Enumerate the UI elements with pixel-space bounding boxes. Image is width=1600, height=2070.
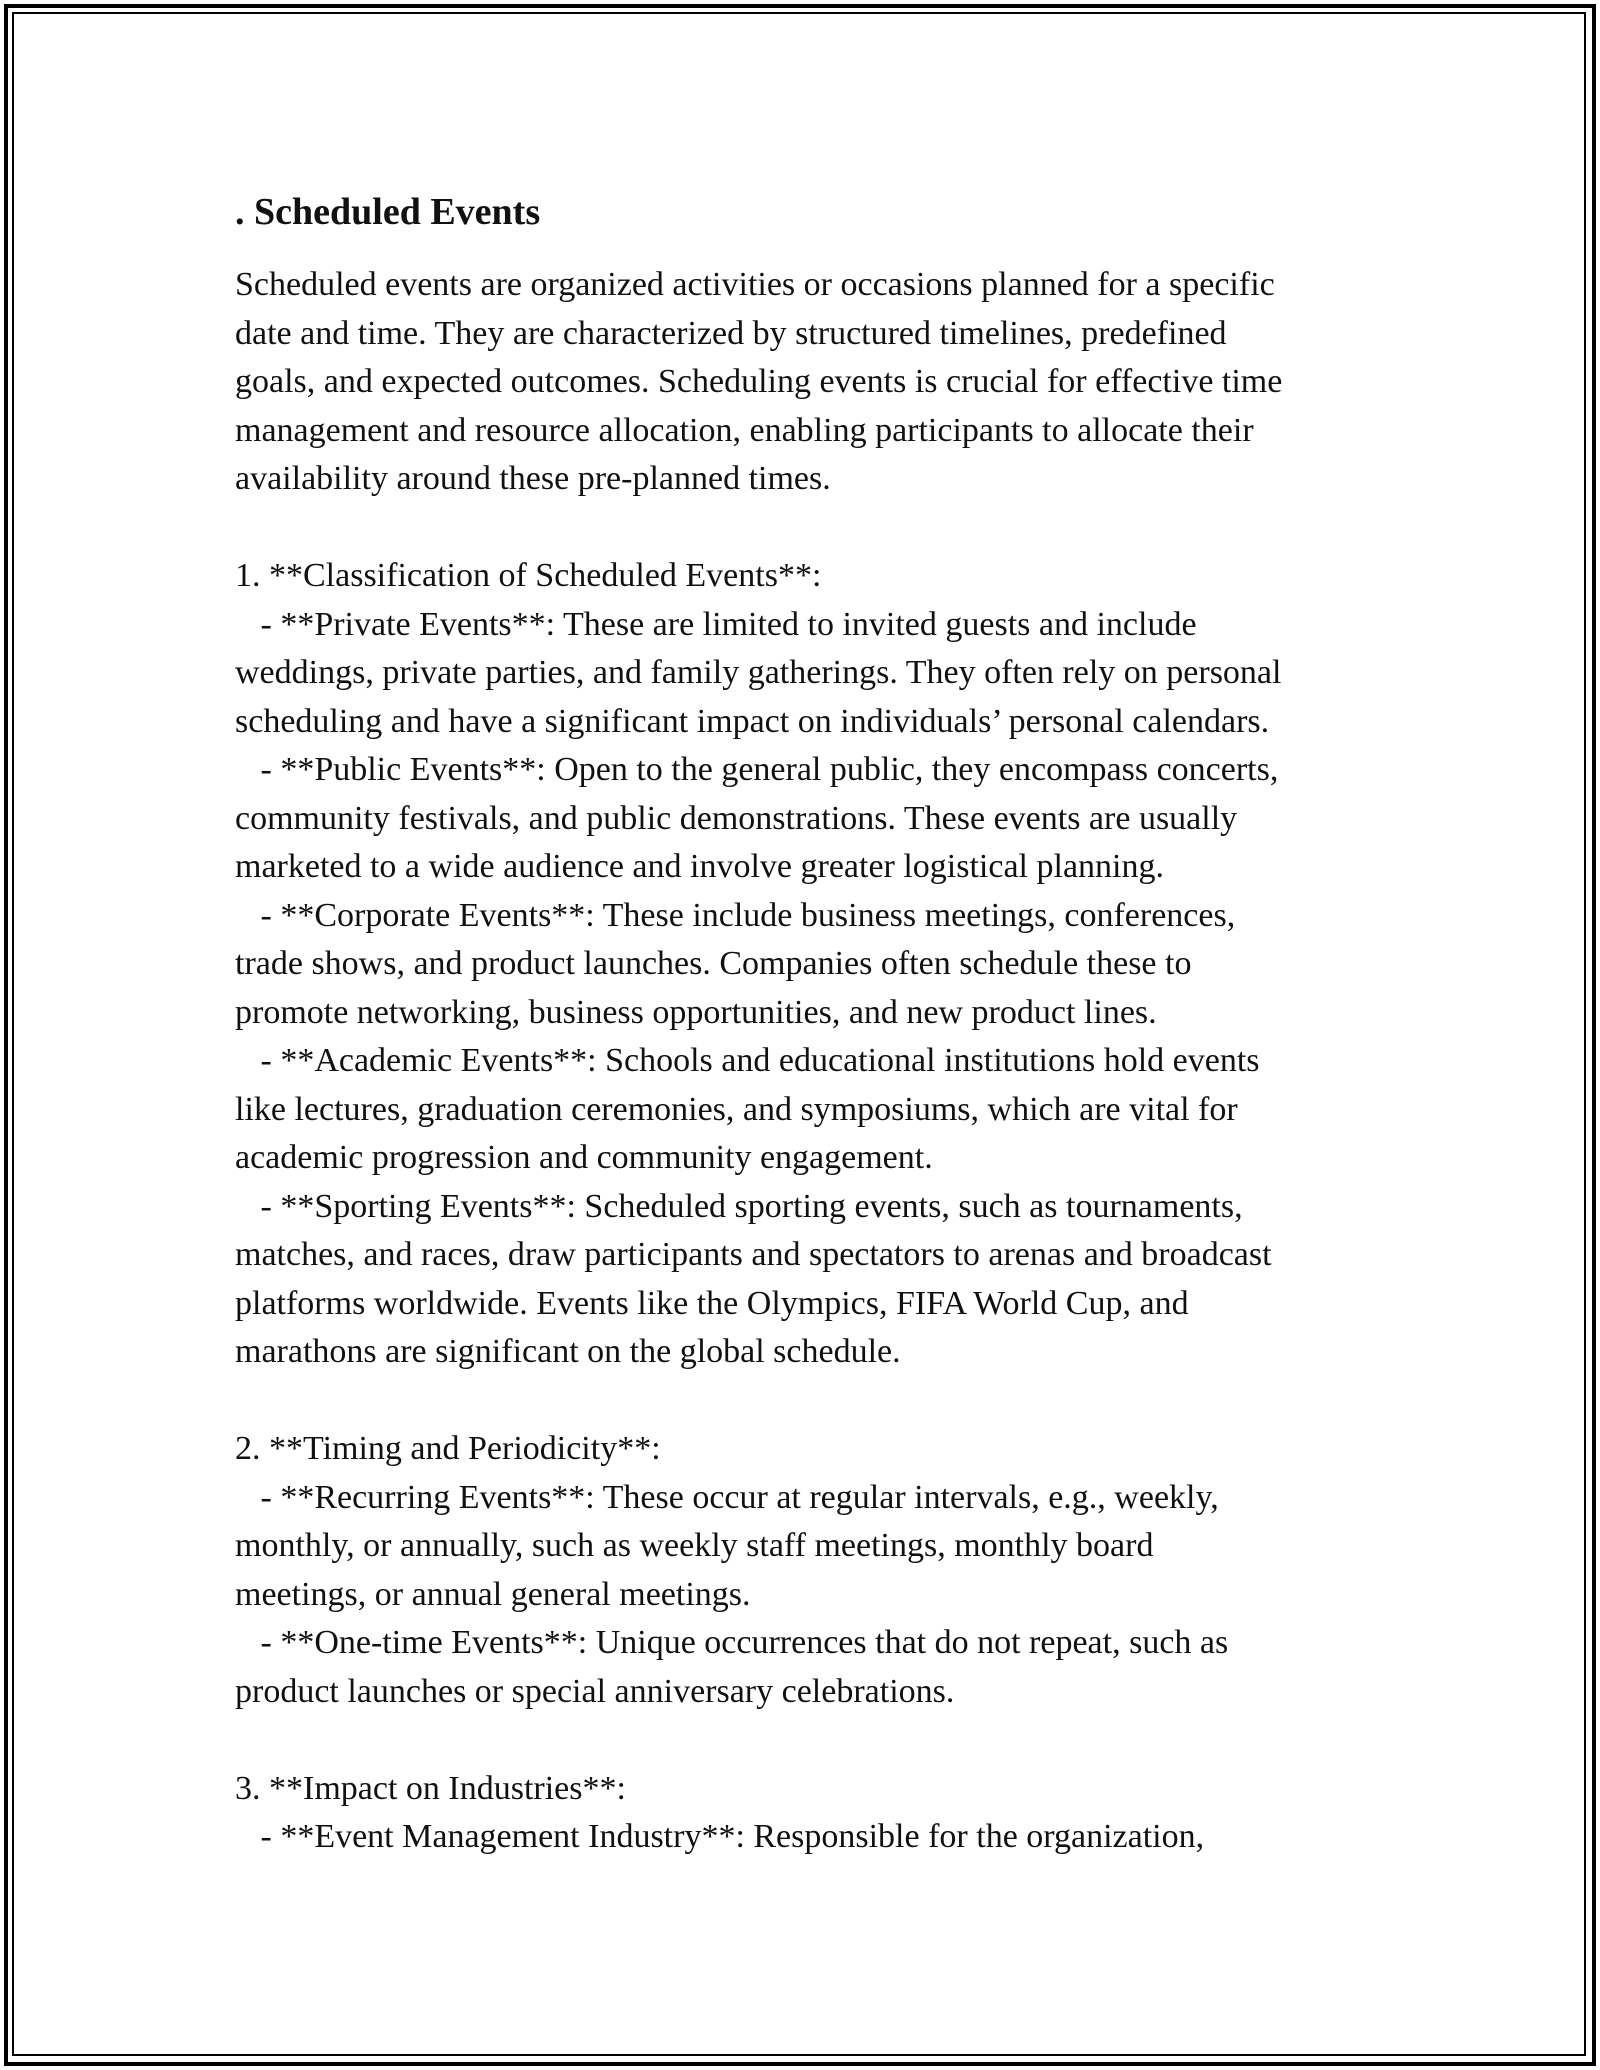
text-line: monthly, or annually, such as weekly staff meetings, monthly board: [235, 1527, 1154, 1564]
text-line: promote networking, business opportunities, and new product lines.: [235, 993, 1157, 1031]
text-line: marathons are significant on the global schedule.: [235, 1333, 901, 1370]
text-line: scheduling and have a significant impact on individuals’ personal calendars.: [235, 702, 1270, 740]
text-line: - **Corporate Events**: These include business meetings, conferences,: [235, 896, 1236, 934]
paragraph-spacer: [235, 504, 1395, 553]
text-line: date and time. They are characterized by structured timelines, predefined: [235, 314, 1227, 352]
document-body: [235, 185, 1395, 1862]
intro-paragraph: [235, 261, 1395, 504]
text-line: product launches or special anniversary celebrations.: [235, 1672, 955, 1710]
text-line: trade shows, and product launches. Companies often schedule these to: [235, 945, 1192, 982]
paragraph-spacer: [235, 1716, 1395, 1765]
section-heading: 3. **Impact on Industries**:: [235, 1769, 626, 1807]
text-line: like lectures, graduation ceremonies, and symposiums, which are vital for: [235, 1090, 1238, 1128]
text-line: - **Public Events**: Open to the general public, they encompass concerts,: [235, 751, 1279, 788]
text-line: academic progression and community engagement.: [235, 1139, 933, 1176]
section-impact: [235, 1765, 1395, 1862]
text-line: Scheduled events are organized activities or occasions planned for a specific: [235, 266, 1275, 303]
text-line: - **Recurring Events**: These occur at regular intervals, e.g., weekly,: [235, 1478, 1219, 1516]
text-line: goals, and expected outcomes. Scheduling events is crucial for effective time: [235, 363, 1283, 400]
text-line: community festivals, and public demonstrations. These events are usually: [235, 799, 1238, 837]
paragraph-spacer: [235, 1377, 1395, 1426]
text-line: availability around these pre-planned times.: [235, 460, 831, 497]
text-line: weddings, private parties, and family gatherings. They often rely on personal: [235, 654, 1282, 691]
text-line: marketed to a wide audience and involve greater logistical planning.: [235, 848, 1164, 885]
text-line: - **Private Events**: These are limited to invited guests and include: [235, 605, 1197, 643]
text-line: meetings, or annual general meetings.: [235, 1575, 751, 1613]
section-classification: [235, 552, 1395, 1377]
page-title: . Scheduled Events: [235, 191, 541, 233]
text-line: - **Sporting Events**: Scheduled sporting events, such as tournaments,: [235, 1187, 1243, 1225]
text-line: platforms worldwide. Events like the Olympics, FIFA World Cup, and: [235, 1284, 1189, 1322]
text-line: - **One-time Events**: Unique occurrences that do not repeat, such as: [235, 1624, 1229, 1661]
text-line: - **Event Management Industry**: Responsible for the organization,: [235, 1818, 1205, 1855]
section-timing: [235, 1425, 1395, 1716]
section-heading: 1. **Classification of Scheduled Events**:: [235, 557, 822, 594]
text-line: management and resource allocation, enabling participants to allocate their: [235, 411, 1254, 449]
text-line: matches, and races, draw participants and spectators to arenas and broadcast: [235, 1236, 1272, 1273]
text-line: - **Academic Events**: Schools and educational institutions hold events: [235, 1042, 1260, 1079]
section-heading: 2. **Timing and Periodicity**:: [235, 1430, 661, 1467]
